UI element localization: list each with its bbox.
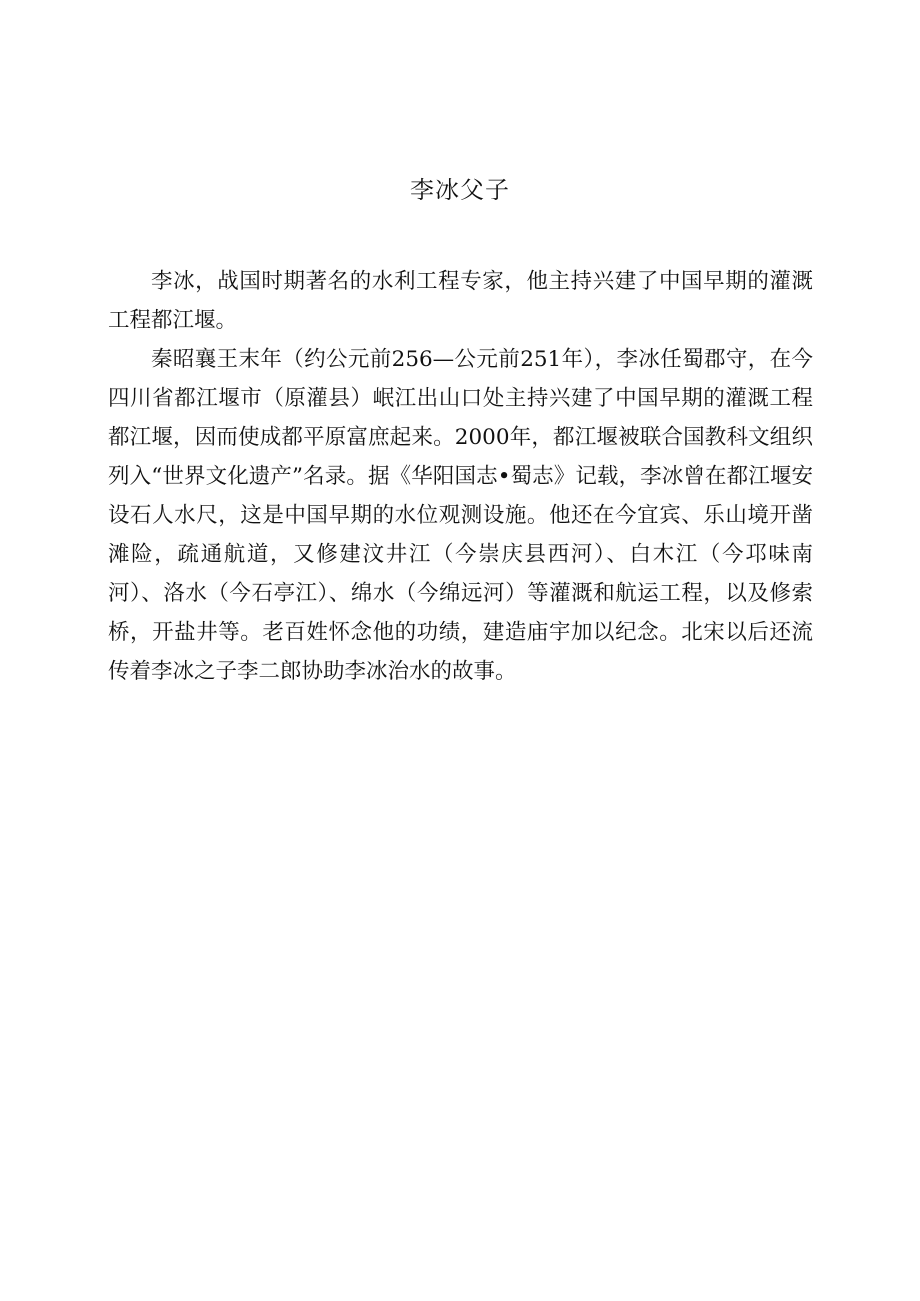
paragraph-intro: 李冰，战国时期著名的水利工程专家，他主持兴建了中国早期的灌溉工程都江堰。 bbox=[108, 269, 813, 333]
document-title: 李冰父子 bbox=[410, 176, 510, 204]
paragraph-history: 秦昭襄王末年（约公元前256—公元前251年），李冰任蜀郡守，在今四川省都江堰市（原灌县）岷江出山口处主持兴建了中国早期的灌溉工程都江堰，因而使成都平原富庶起来。2000年，都江堰被联合国教科文组织列入“世界文化遗产”名录。据《华阳国志•蜀志》记载，李冰曾在都江堰安设石人水尺，这是中国早期的水位观测设施。他还在今宜宾、乐山境开凿滩险，疏通航道，又修建汶井江（今崇庆县西河）、白木江（今邛味南河）、洛水（今石亭江）、绵水（今绵远河）等灌溉和航运工程，以及修索桥，开盐井等。老百姓怀念他的功绩，建造庙宇加以纪念。北宋以后还流传着李冰之子李二郎协助李冰治水的故事。 bbox=[108, 347, 813, 684]
document-body bbox=[108, 262, 813, 691]
